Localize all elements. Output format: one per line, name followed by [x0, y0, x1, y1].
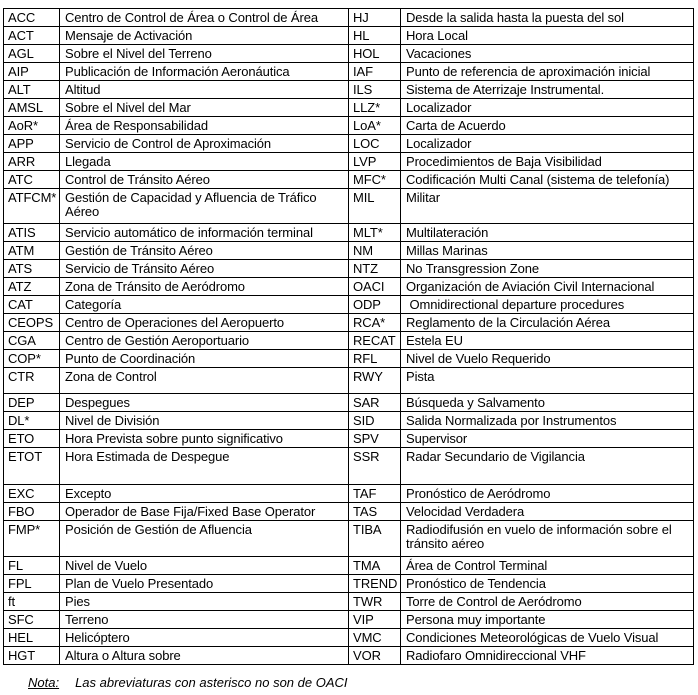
definition-cell: Nivel de Vuelo Requerido — [401, 350, 694, 368]
abbreviation-cell: FBO — [4, 503, 60, 521]
table-row — [4, 629, 694, 647]
abbreviation-cell: CGA — [4, 332, 60, 350]
definition-cell: Helicóptero — [60, 629, 349, 647]
table-row — [4, 611, 694, 629]
definition-cell: Vacaciones — [401, 45, 694, 63]
abbreviation-cell: ACT — [4, 27, 60, 45]
abbreviation-cell: ATZ — [4, 278, 60, 296]
table-row — [4, 9, 694, 27]
table-row — [4, 593, 694, 611]
abbreviation-cell: ATIS — [4, 224, 60, 242]
definition-cell: Hora Estimada de Despegue — [60, 448, 349, 485]
definition-cell: Llegada — [60, 153, 349, 171]
definition-cell: Condiciones Meteorológicas de Vuelo Visual — [401, 629, 694, 647]
definition-cell: Gestión de Tránsito Aéreo — [60, 242, 349, 260]
abbreviation-cell: ILS — [349, 81, 401, 99]
abbreviation-cell: EXC — [4, 485, 60, 503]
abbreviation-cell: ETO — [4, 430, 60, 448]
definition-cell: Posición de Gestión de Afluencia — [60, 521, 349, 557]
definition-cell: Velocidad Verdadera — [401, 503, 694, 521]
abbreviation-cell: DL* — [4, 412, 60, 430]
definition-cell: Publicación de Información Aeronáutica — [60, 63, 349, 81]
table-row — [4, 171, 694, 189]
abbreviation-cell: NTZ — [349, 260, 401, 278]
abbreviation-cell: FL — [4, 557, 60, 575]
abbr-table-body — [4, 9, 694, 665]
definition-cell: Servicio automático de información terminal — [60, 224, 349, 242]
definition-cell: Búsqueda y Salvamento — [401, 394, 694, 412]
table-row — [4, 521, 694, 557]
table-row — [4, 332, 694, 350]
abbreviation-cell: CAT — [4, 296, 60, 314]
definition-cell: Localizador — [401, 135, 694, 153]
abbreviation-cell: AoR* — [4, 117, 60, 135]
abbreviation-cell: FPL — [4, 575, 60, 593]
abbreviation-cell: ARR — [4, 153, 60, 171]
table-row — [4, 99, 694, 117]
definition-cell: Codificación Multi Canal (sistema de telefonía) — [401, 171, 694, 189]
abbreviation-cell: ACC — [4, 9, 60, 27]
definition-cell: Mensaje de Activación — [60, 27, 349, 45]
definition-cell: Centro de Control de Área o Control de Área — [60, 9, 349, 27]
definition-cell: Carta de Acuerdo — [401, 117, 694, 135]
table-row — [4, 189, 694, 224]
abbreviation-cell: ATS — [4, 260, 60, 278]
abbreviation-cell: SPV — [349, 430, 401, 448]
definition-cell: Sobre el Nivel del Terreno — [60, 45, 349, 63]
definition-cell: Categoría — [60, 296, 349, 314]
definition-cell: Procedimientos de Baja Visibilidad — [401, 153, 694, 171]
abbreviation-cell: HGT — [4, 647, 60, 665]
footnote-label: Nota: — [28, 675, 60, 690]
table-row — [4, 575, 694, 593]
abbreviation-cell: TIBA — [349, 521, 401, 557]
abbreviation-cell: ODP — [349, 296, 401, 314]
definition-cell: Salida Normalizada por Instrumentos — [401, 412, 694, 430]
definition-cell: Terreno — [60, 611, 349, 629]
abbreviation-cell: ATC — [4, 171, 60, 189]
abbreviation-cell: RECAT — [349, 332, 401, 350]
abbreviation-cell: MIL — [349, 189, 401, 224]
definition-cell: Altitud — [60, 81, 349, 99]
abbreviation-cell: CEOPS — [4, 314, 60, 332]
definition-cell: Torre de Control de Aeródromo — [401, 593, 694, 611]
definition-cell: Excepto — [60, 485, 349, 503]
table-row — [4, 81, 694, 99]
abbreviation-cell: LVP — [349, 153, 401, 171]
abbreviation-cell: HL — [349, 27, 401, 45]
definition-cell: Punto de referencia de aproximación inicial — [401, 63, 694, 81]
table-row — [4, 430, 694, 448]
definition-cell: Radiodifusión en vuelo de información sobre el tránsito aéreo — [401, 521, 694, 557]
definition-cell: Área de Control Terminal — [401, 557, 694, 575]
abbreviation-cell: ATM — [4, 242, 60, 260]
definition-cell: Servicio de Control de Aproximación — [60, 135, 349, 153]
abbreviation-cell: SFC — [4, 611, 60, 629]
abbreviation-cell: IAF — [349, 63, 401, 81]
table-row — [4, 350, 694, 368]
table-row — [4, 224, 694, 242]
abbreviation-cell: SSR — [349, 448, 401, 485]
table-row — [4, 368, 694, 394]
abbreviation-cell: MFC* — [349, 171, 401, 189]
table-row — [4, 503, 694, 521]
definition-cell: Punto de Coordinación — [60, 350, 349, 368]
definition-cell: Hora Prevista sobre punto significativo — [60, 430, 349, 448]
definition-cell: Plan de Vuelo Presentado — [60, 575, 349, 593]
table-row — [4, 278, 694, 296]
abbreviation-cell: NM — [349, 242, 401, 260]
definition-cell: Nivel de División — [60, 412, 349, 430]
abbreviation-cell: OACI — [349, 278, 401, 296]
abbreviation-cell: TREND — [349, 575, 401, 593]
abbreviation-cell: RWY — [349, 368, 401, 394]
abbreviation-cell: TAF — [349, 485, 401, 503]
definition-cell: Organización de Aviación Civil Internacional — [401, 278, 694, 296]
abbreviation-cell: RFL — [349, 350, 401, 368]
definition-cell: Altura o Altura sobre — [60, 647, 349, 665]
abbreviation-cell: ETOT — [4, 448, 60, 485]
definition-cell: Operador de Base Fija/Fixed Base Operator — [60, 503, 349, 521]
definition-cell: Pronóstico de Tendencia — [401, 575, 694, 593]
abbreviation-cell: APP — [4, 135, 60, 153]
definition-cell: Desde la salida hasta la puesta del sol — [401, 9, 694, 27]
abbreviation-cell: VOR — [349, 647, 401, 665]
abbreviation-cell: TMA — [349, 557, 401, 575]
definition-cell: Despegues — [60, 394, 349, 412]
table-row — [4, 153, 694, 171]
table-row — [4, 314, 694, 332]
footnote-text: Las abreviaturas con asterisco no son de OACI — [75, 675, 348, 690]
definition-cell: Omnidirectional departure procedures — [401, 296, 694, 314]
table-row — [4, 296, 694, 314]
definition-cell: Localizador — [401, 99, 694, 117]
abbreviation-cell: TAS — [349, 503, 401, 521]
definition-cell: Supervisor — [401, 430, 694, 448]
table-row — [4, 260, 694, 278]
definition-cell: Centro de Gestión Aeroportuario — [60, 332, 349, 350]
table-row — [4, 647, 694, 665]
table-row — [4, 448, 694, 485]
table-row — [4, 485, 694, 503]
definition-cell: Hora Local — [401, 27, 694, 45]
definition-cell: Persona muy importante — [401, 611, 694, 629]
abbreviation-cell: AMSL — [4, 99, 60, 117]
table-row — [4, 27, 694, 45]
table-row — [4, 45, 694, 63]
definition-cell: Militar — [401, 189, 694, 224]
definition-cell: Pies — [60, 593, 349, 611]
definition-cell: Reglamento de la Circulación Aérea — [401, 314, 694, 332]
table-row — [4, 63, 694, 81]
definition-cell: Área de Responsabilidad — [60, 117, 349, 135]
abbreviation-cell: AIP — [4, 63, 60, 81]
abbreviation-cell: HOL — [349, 45, 401, 63]
abbreviation-cell: VMC — [349, 629, 401, 647]
abbreviation-cell: ft — [4, 593, 60, 611]
definition-cell: Servicio de Tránsito Aéreo — [60, 260, 349, 278]
definition-cell: Zona de Control — [60, 368, 349, 394]
abbreviation-cell: TWR — [349, 593, 401, 611]
abbreviation-cell: ALT — [4, 81, 60, 99]
definition-cell: No Transgression Zone — [401, 260, 694, 278]
definition-cell: Zona de Tránsito de Aeródromo — [60, 278, 349, 296]
table-row — [4, 135, 694, 153]
definition-cell: Millas Marinas — [401, 242, 694, 260]
abbreviation-cell: LLZ* — [349, 99, 401, 117]
abbreviation-cell: HJ — [349, 9, 401, 27]
table-row — [4, 242, 694, 260]
abbreviation-cell: RCA* — [349, 314, 401, 332]
definition-cell: Sobre el Nivel del Mar — [60, 99, 349, 117]
definition-cell: Estela EU — [401, 332, 694, 350]
abbreviation-cell: SID — [349, 412, 401, 430]
abbreviations-table — [3, 8, 694, 665]
table-row — [4, 117, 694, 135]
abbreviation-cell: CTR — [4, 368, 60, 394]
definition-cell: Nivel de Vuelo — [60, 557, 349, 575]
abbreviation-cell: LoA* — [349, 117, 401, 135]
definition-cell: Pista — [401, 368, 694, 394]
abbreviation-cell: MLT* — [349, 224, 401, 242]
abbreviation-cell: VIP — [349, 611, 401, 629]
abbreviation-cell: HEL — [4, 629, 60, 647]
abbreviation-cell: ATFCM* — [4, 189, 60, 224]
abbreviation-cell: FMP* — [4, 521, 60, 557]
definition-cell: Gestión de Capacidad y Afluencia de Tráfico Aéreo — [60, 189, 349, 224]
abbreviation-cell: SAR — [349, 394, 401, 412]
table-row — [4, 557, 694, 575]
abbreviation-cell: AGL — [4, 45, 60, 63]
abbreviation-cell: LOC — [349, 135, 401, 153]
definition-cell: Multilateración — [401, 224, 694, 242]
definition-cell: Centro de Operaciones del Aeropuerto — [60, 314, 349, 332]
definition-cell: Sistema de Aterrizaje Instrumental. — [401, 81, 694, 99]
abbreviation-cell: DEP — [4, 394, 60, 412]
abbreviation-cell: COP* — [4, 350, 60, 368]
definition-cell: Pronóstico de Aeródromo — [401, 485, 694, 503]
definition-cell: Radar Secundario de Vigilancia — [401, 448, 694, 485]
table-row — [4, 412, 694, 430]
definition-cell: Radiofaro Omnidireccional VHF — [401, 647, 694, 665]
definition-cell: Control de Tránsito Aéreo — [60, 171, 349, 189]
footnote — [28, 675, 348, 690]
table-row — [4, 394, 694, 412]
